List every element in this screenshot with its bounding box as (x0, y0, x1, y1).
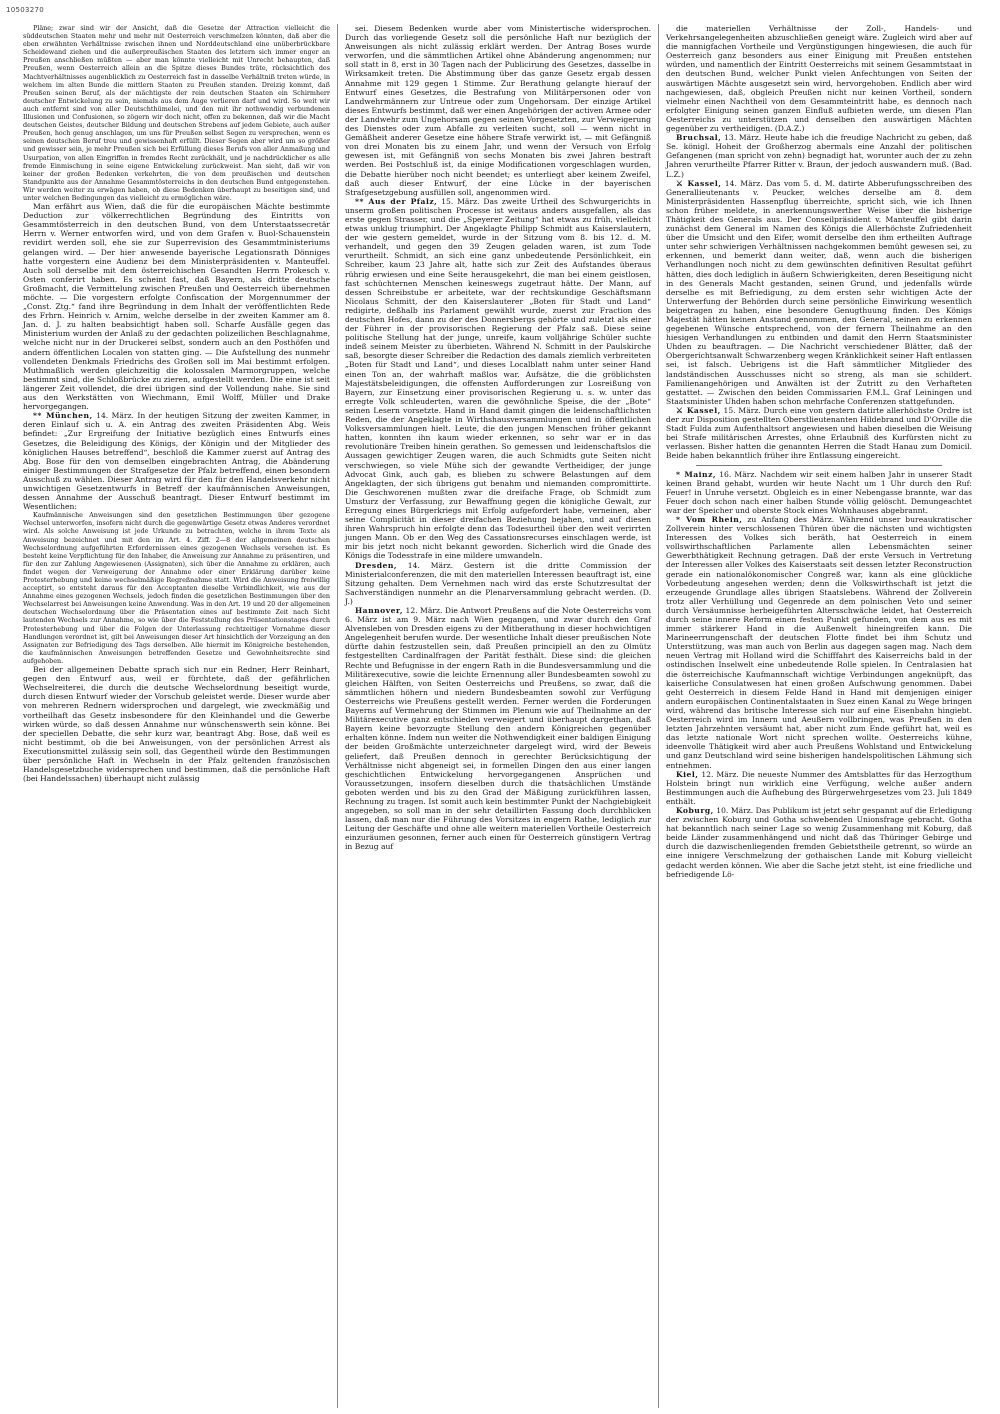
article-paragraph (345, 606, 651, 852)
paragraph-text: 16. März. Nachdem wir seit einem halben Jahr in unserer Stadt keinen Brand gehabt, wurden wir heute Nacht um 1 Uhr durch den Ruf: Feuer! in Unruhe versetzt. Obgleich es in einer Nebengasse brannte, war das Feuer doch schon nach einer halben Stunde völlig gelöscht. Demungeachtet war der Speicher und oberste Stock eines Wohnhauses abgebrannt. (666, 469, 972, 515)
paragraph-text: 14. März. In der heutigen Sitzung der zweiten Kammer, in deren Einlauf sich u. A. ein Antrag des zweiten Präsidenten Abg. Weis befindet: „Zur Ergreifung der Initiative bezüglich eines Entwurfs eines Gesetzes, die Beleidigung des Königs, der Königin und der Mitglieder des königlichen Hauses betreffend“, beschloß die Kammer zuerst auf Antrag des Abg. Bose für den von demselben eingebrachten Antrag, die Abänderung einiger Bestimmungen der Strafgesetze der Pfalz betreffend, einen besondern Ausschuß zu wählen. Dieser Antrag wird für den für den Handelsverkehr nicht unwichtigen Gesetzentwurfs in Betreff der kaufmännischen Anweisungen, dessen Annahme der Ausschuß beantragt. Dieser Entwurf bestimmt im Wesentlichen: (23, 411, 330, 512)
paragraph-text: 14. März. Das vom 5. d. M. datirte Abberufungsschreiben des Generallieutenants v. Peucker, welches derselbe am 8. dem Ministerpräsidenten Hassenpflug überreichte, spricht sich, wie ich Ihnen schon früher meldete, in anerkennungswerther Weise über die bisherige Thätigkeit des Generals aus. Der Conseilpräsident v. Manteuffel gibt darin zunächst dem General im Namen des Königs die Allerhöchste Zufriedenheit über die Umsicht und den Eifer, womit derselbe den ihm ertheilten Auftrage unter sehr schwierigen Verhältnissen nachgekommen bemüht gewesen sei, zu erkennen, und bemerkt dann weiter, daß, wenn auch die bisherigen Verhandlungen noch nicht zu dem gewünschten definitiven Resultat geführt hätten, dies doch lediglich in äußern Schwierigkeiten, deren Beseitigung nicht in des Generals Macht gestanden, seinen Grund, und jedenfalls würde derselbe es mit Befriedigung, zu dem ersten sehr wichtigen Acte der Unterwerfung der Behörden durch seine persönliche Einwirkung wesentlich beigetragen zu haben, eine besondere Genugthuung finden. Des Königs Majestät hätten keinen Anstand genommen, den General, seinen zu erkennen gegebenen Wünsche entsprechend, von der fernern Theilnahme an den hiesigen Verhandlungen zu entbinden und damit den Herrn Staatsminister Uhden zu beauftragen. — Die Nachricht verschiedener Blätter, daß der Obergerichtsanwalt Schwarzenberg wegen Kränklichkeit seiner Haft entlassen sei, ist falsch. Uebrigens ist die Haft sämmtlicher Mitglieder des landständischen Ausschusses nicht so streng, als man sie schildert. Familienangehörigen und Anwälten ist der Zutritt zu den Verhafteten gestattet. — Zwischen den beiden Commissarien F.M.L. Graf Leiningen und Staatsminister Uhden haben schon mehrfache Conferenzen stattgefunden. (666, 178, 972, 406)
section-divider (696, 465, 942, 466)
article-paragraph (23, 411, 330, 511)
dateline: ⚔ Kassel, (676, 178, 722, 188)
article-paragraph (345, 24, 651, 197)
article-paragraph (666, 770, 972, 806)
dateline: * Mainz, (676, 469, 717, 479)
article-paragraph (666, 806, 972, 879)
paragraph-text: 12. März. Die Antwort Preußens auf die Note Oesterreichs vom 6. März ist am 9. März nach Wien gegangen, und zwar durch den Graf Alvensleben von Dresden eigens zu der Mitberathung in dieser hochwichtigen Angelegenheit berufen wurde. Der wesentliche Inhalt dieser preußischen Note dürfte dahin festzustellen sein, daß Preußen principiell an den zu Olmütz festgestellten Cardinalfragen der Parität festhält. Diese sind: die gleichen Rechte und Befugnisse in der engern Rath in die Bundesversammlung und die Militärexecutive, sowie die leichte Ernennung aller Bundesbeamten sowohl zu gleichen Hälften, von Seiten Oesterreichs und Preußens, so zwar, daß die sämmtlichen höhern und niedern Bundesbeamten sowohl zur Verfügung Oesterreichs wie Preußens gestellt werden. Ferner werden die Forderungen Bayerns auf Vermehrung der Stimmen im Plenum wie auf Theilnahme an der Militärexecutive ganz entschieden verweigert und überhaupt dargethan, daß Bayern keine bevorzugte Stellung den andern Königreichen gegenüber erhalten könne. Indem nun weiter die Nothwendigkeit einer baldigen Einigung der beiden Großmächte unterzeichneter dargelegt wird, wird der Beweis geliefert, daß Preußen dennoch in gerechter Berücksichtigung der Verhältnisse nicht abgeneigt sei, in formellen Dingen den aus einer langen geschichtlichen Entwickelung hervorgegangenen Ansprüchen und Voraussetzungen, insofern dieselben durch die thatsächlichen Umstände geboten werden und bis zu den Grad der Mäßigung zurückführen lassen, Rechnung zu tragen. Ist somit auch kein bestimmter Punkt der Nachgiebigkeit angegeben, so soll man in der sehr detaillirten Fassung doch durchblicken lassen, daß man nur die Führung des Vorsitzes in engern Rathe, lediglich zur Leitung der Geschäfte und ohne alle weitern materiellen Vortheile Oesterreich einzuräumen gesonnen, ferner auch einen für Oesterreich günstigern Vertrag in Bezug auf (345, 606, 651, 852)
newspaper-page (16, 24, 990, 1408)
column-1 (16, 24, 337, 1408)
paragraph-text: 12. März. Die neueste Nummer des Amtsblattes für das Herzogthum Holstein bringt nun wirklich eine Verfügung, welche außer andern Bestimmungen auch die Aufhebung des Bürgerwehrgesetzes vom 23. Juli 1849 enthält. (666, 769, 972, 806)
paragraph-text: Pläne; zwar sind wir der Ansicht, daß die Gesetze der Attraction vielleicht die süddeutschen Staaten mehr und mehr mit Oesterreich verschmelzen könnten, daß aber die eben erwähnten Verhältnisse zwischen ihnen und Norddeutschland eine unüberbrückbare Scheidewand ziehen und die außerpreußischen Staaten des letztern sich immer enger an Preußen anschließen müßten — aber man könnte vielleicht mit Unrecht behaupten, daß Preußen, wenn Oesterreich allein an die Spitze dieses Bundes träte, rücksichtlich des Machtverhältnisses augenblicklich zu Oesterreich fast in dasselbe Verhältniß treten würde, in welchem im alten Bunde die mittlern Staaten zu Preußen standen. Dreizig kommt, daß Preußen seinen Beruf, als der mächtigste der rein deutschen Staaten ein Schirmherr deutscher Entwickelung zu sein, niemals aus dem Auge verlieren darf und wird. So weit wir auch entfernt sind von aller Deutschthümelei, und den mit ihr nothwendig verbundenen Illusionen und Confusionen, so zögern wir doch nicht, offen zu bekennen, daß wir die Macht deutschen Geistes, deutscher Bildung und deutschen Strebens auf jedem Gebiete, auch außer Preußen, hoch genug anschlagen, um uns für Preußen selbst Segen zu versprechen, wenn es seinen deutschen Beruf treu und gewissenhaft erfüllt. Dieser Segen aber wird um so größer und gewisser sein, je mehr Preußen sich bei Erfüllung dieses Berufs von aller Anmaßung und Usurpation, von allen Eingriffen in fremdes Recht zurückhält, und je nachdrücklicher es alle fremde Einmischung in seine eigene Entwickelung zurückweist. Man sieht, daß wir von keiner der großen Bedenken verkehrten, die von dem preußischen und deutschen Standpunkte aus der Annahme Gesammtösterreichs in den deutschen Bund entgegenstehen. Wir werden weiter zu erwägen haben, ob diese Bedenken überhaupt zu beseitigen sind, und unter welchen Bedingungen das vielleicht zu ermöglichen wäre. (23, 24, 330, 202)
article-paragraph (345, 561, 651, 606)
paragraph-text: 15. März. Durch eine von gestern datirte allerhöchste Ordre ist der zur Disposition gestellten Oberstlieutenanten Hildebrand und D'Orville die Stadt Fulda zum Aufenthaltsort angewiesen und haben dieselben die Weisung bei Strafe militärischen Arrestes, ohne Erlaubniß des Kurfürsten nicht zu verlassen. Bisher hatten die genannten Herren die Stadt Hanau zum Domicil. Beide haben bekanntlich früher ihre Entlassung eingereicht. (666, 405, 972, 461)
paragraph-text: 14. März. Gestern ist die dritte Commission der Ministerialconferenzen, die mit den materiellen Interessen beauftragt ist, eine Sitzung gehalten. Dem Vernehmen nach wird das erste Schutzresultat der Sachverständigen nunmehr an die Plenarversammlung gebracht werden. (D. J.) (345, 560, 651, 606)
article-paragraph (23, 511, 330, 665)
paragraph-text: 15. März. Das zweite Urtheil des Schwurgerichts in unserm großen politischen Processe ist weitaus anders ausgefallen, als das erste gegen Strasser, und die „Speyerer Zeitung“ hat etwas zu früh, vielleicht etwas unklug triumphirt. Der Angeklagte Philipp Schmidt aus Kaiserslautern, der wie gestern gemeldet, wurde in der Sitzung vom 8. bis 12. d. M. verhandelt, und gegen den 39 Zeugen geladen waren, ist zum Tode verurtheilt. Schmidt, an sich eine ganz unbedeutende Persönlichkeit, ein Schreiber, kaum 23 Jahre alt, hatte sich zur Zeit des Aufstandes überaus rührig erwiesen und eine Seite herausgekehrt, die man bei einem geistlosen, fast schüchternen Menschen keineswegs zugetraut hätte. Der Mann, auf dessen Schreibstube er arbeitete, war der rechtskundige Geschäftsmann Nicolaus Schmitt, der den Kaiserslauterer „Boten für Stadt und Land“ redigirte, deßhalb ins Parlament gewählt wurde, zuerst zur Fraction des deutschen Hofes, dann zu der des Donnersbergs gehörte und zuletzt als einer der Führer in der provisorischen Regierung der Pfalz saß. Diese seine politische Stellung hat der junge, unreife, kaum volljährige Schüler suchte indeß seinem Meister zu überbieten. Während N. Schmitt in der Paulskirche saß, besorgte dieser Schreiber die Redaction des damals ziemlich verbreiteten „Boten für Stadt und Land“, und dieses Localblatt nahm unter seiner Hand einen Ton an, der wahrhaft maßlos war. Aufsätze, die die gröblichsten Majestätsbeleidigungen, die offensten Aufforderungen zur Losreißung von Bayern, zur Einsetzung einer provisorischen Regierung u. s. w. unter das erregte Volk schleuderten, waren die gewöhnliche Speise, die der „Bote“ seinen Lesern vorsetzte. Hand in Hand damit gingen die leidenschaftlichsten Reden, die der Angeklagte in Wirthshausversammlungen und in öffentlichen Volksversammlungen hielt. Leute, die den jungen Menschen früher gekannt hatten, konnten ihn kaum wieder erkennen, so sehr war er in das revolutionäre Treiben hinein gerathen. So gemessen und leidenschaftslos die Aussagen gewichtiger Zeugen waren, die auch Schmidts gute Seiten nicht verschwiegen, so viele Mühe sich der gewandte Vertheidiger, der junge Advocat Gink, auch gab, es blieben zu schwere Belastungen auf dem Angeklagten, der sich übrigens gut benahm und niemanden compromittirte. Die Geschworenen mußten zwar die dreifache Frage, ob Schmidt zum Umsturz der Verfassung, zur Bewaffnung gegen die königliche Gewalt, zur Erregung eines Bürgerkriegs mit Erfolg aufgefordert habe, verneinen, aber seine Complicität in dieser dreifachen Beziehung bejahen, und auf diesen ihren Wahrspruch hin erfolgte denn das Todesurtheil über den weit verirrten jungen Mann. Ob er den Weg des Cassationsrecurses einschlagen werde, ist mir bis jetzt noch nicht bekannt geworden. Sicherlich wird die Gnade des Königs die Todesstrafe in eine mildere umwandeln. (345, 196, 651, 561)
dateline: ** Aus der Pfalz, (355, 196, 438, 206)
dateline: Dresden, (355, 560, 397, 570)
article-paragraph (23, 24, 330, 202)
article-paragraph (23, 665, 330, 783)
paragraph-text: Bei der allgemeinen Debatte sprach sich nur ein Redner, Herr Reinhart, gegen den Entwurf aus, weil er fürchtete, daß der gefährlichen Wechselreiterei, die durch die deutsche Wechselordnung beseitigt wurde, durch diesen Entwurf wieder der Vorschub geleistet werde. Dieser wurde aber von mehreren Rednern widersprochen und dargelegt, wie zweckmäßig und vortheilhaft das Gesetz insbesondere für den Kleinhandel und die Gewerbe wirken würde, so daß dessen Annahme nur wünschenswerth sein könne. Bei der speciellen Debatte, die sehr kurz war, beantragt Abg. Bose, daß weil es nicht bestimmt, ob die bei Anweisungen, von der persönlichen Arrest als Executionsmittel zulässig sein soll, das Gegentheil würde den Bestimmungen über persönliche Haft in Wechseln in der Pfalz geltenden französischen Handelsgesetzbuche widersprechen und bestimmen, daß die persönliche Haft (bei Handelssachen) überhaupt nicht zulässig (23, 665, 330, 784)
scan-id: 10503270 (6, 6, 45, 14)
dateline: ⚔ Kassel, (676, 405, 721, 415)
paragraph-text: die materiellen Verhältnisse der Zoll-, Handels- und Verkehrsangelegenheiten abzuschließen geneigt wäre. Zugleich wird aber auf die mannigfachen Vortheile und Vergünstigungen hingewiesen, die auch für Oesterreich ganz besonders aus einer Einigung mit Preußen entstehen würden, und namentlich der Eintritt Oesterreichs mit seinem Gesammtstaat in den deutschen Bund, welcher Punkt vielen Anfechtungen von Seiten der auswärtigen Mächte ausgesetzt sein wird, hervorgehoben. Endlich aber wird nachgewiesen, daß, obgleich Preußen nicht nur keinen Vortheil, sondern vielmehr einen Nachtheil von dem Gesammteintritt habe, es dennoch nach erfolgter Einigung seinen ganzen Einfluß aufbieten werde, um diesen Plan Oesterreichs zu unterstützen und denselben den auswärtigen Mächten gegenüber zu vertheidigen. (D.A.Z.) (666, 24, 972, 134)
article-paragraph (666, 406, 972, 461)
dateline: Koburg, (676, 805, 714, 815)
article-paragraph (666, 470, 972, 515)
dateline: Bruchsal, (676, 133, 722, 143)
column-3 (658, 24, 979, 1408)
dateline: Kiel, (676, 769, 699, 779)
article-paragraph (345, 197, 651, 561)
paragraph-text: 10. März. Das Publikum ist jetzt sehr gespannt auf die Erledigung der zwischen Koburg und Gotha schwebenden Unionsfrage gebracht. Gotha hat bekanntlich nach seiner Lage so wenig Zusammenhang mit Koburg, daß beide Länder zusammenhängend und nicht daß das Thüringer Gebirge und durch die dazwischenliegenden fremden Gebietstheile getrennt, so würde an eine innigere Verschmelzung der gothaischen Lande mit Koburg vielleicht gedacht werden können. Wie aber die Sache jetzt steht, ist eine friedliche und befriedigende Lö- (666, 805, 972, 879)
article-paragraph (666, 24, 972, 133)
column-2 (337, 24, 658, 1408)
article-paragraph (666, 179, 972, 406)
dateline: Hannover, (355, 606, 404, 615)
article-paragraph (666, 133, 972, 178)
article-paragraph (666, 515, 972, 770)
paragraph-text: sei. Diesem Bedenken wurde aber vom Ministertische widersprochen. Durch das vorliegende Gesetz soll die persönliche Haft nur bezüglich der Anweisungen als nicht zulässig erklärt werden. Der Antrag Boses wurde verworfen, und die sämmtlichen Artikel ohne Abänderung angenommen; nur soll statt in 8, erst in 30 Tagen nach der Publicirung des Gesetzes, dasselbe in Wirksamkeit treten. Die Abstimmung über das ganze Gesetz ergab dessen Annahme mit 129 gegen 1 Stimme. Zur Berathung gelangte hierauf der Entwurf eines Gesetzes, die Bestrafung von Militärpersonen oder von Landwehrmännern zur Untreue oder zum Ungehorsam. Der einzige Artikel dieses Entwurfs bestimmt, daß wer einen Angehörigen der activen Armee oder der Landwehr zum Ungehorsam gegen seinen Vorgesetzten, zur Verweigerung des Dienstes oder zum Abfalle zu verleiten sucht, soll — wenn nicht in Gemäßheit anderer Gesetze eine höhere Strafe verwirkt ist, — mit Gefängniß von drei Monaten bis zu einem Jahr, und wenn der Versuch von Erfolg gewesen ist, mit Gefängniß von sechs Monaten bis zwei Jahren bestraft werden. Bei Postschluß ist, da einige Modificationen vorgeschlagen wurden, die Debatte hierüber noch nicht beendet; es unterliegt aber keinem Zweifel, daß auch dieser Entwurf, der eine Lücke in der bayerischen Strafgesetzgebung ausfüllen soll, angenommen wird. (345, 24, 651, 197)
paragraph-text: Man erfährt aus Wien, daß die für die europäischen Mächte bestimmte Deduction zur völkerrechtlichen Begründung des Eintritts von Gesammtösterreich in den deutschen Bund, von dem Unterstaatssecretär Herrn v. Werner entworfen wird, und von dem Grafen v. Buol-Schauenstein revidirt werden soll, ehe sie zur Superrevision des Gesammtministeriums gelangen wird. — Der hier anwesende bayerische Legationsrath Dönniges hatte vorgestern eine Audienz bei dem Ministerpräsidenten v. Manteuffel. Auch soll derselbe mit dem österreichischen Gesandten Herrn Prokesch v. Osten conferirt haben. Es scheint fast, daß Bayern, als dritte deutsche Großmacht, die Vermittelung zwischen Preußen und Oesterreich übernehmen möchte. — Die vorgestern erfolgte Confiscation der Morgennummer der „Const. Ztg.“ fand ihre Begründung in dem Inhalt der veröffentlichten Rede des Frhrn. Heinrich v. Arnim, welche derselbe in der zweiten Kammer am 8. Jan. d. J. zu halten beabsichtigt haben soll. Scharfe Ausfälle gegen das Ministerium wurden der Anlaß zu der gedachten polizeilichen Beschlagnahme, welche nicht nur in der Druckerei selbst, sondern auch an den Posthöfen und andern öffentlichen Localen von statten ging. — Die Aufstellung des nunmehr vollendeten Denkmals Friedrichs des Großen soll im Mai bestimmt erfolgen. Muthmaßlich werden gleichzeitig die kolossalen Marmorgruppen, welche bestimmt sind, die Schloßbrücke zu zieren, aufgestellt werden. Die eine ist seit längerer Zeit vollendet, die drei übrigen sind der Vollendung nahe. Sie sind aus den Werkstätten von Wiechmann, Emil Wolff, Müller und Drake hervorgegangen. (23, 202, 330, 412)
paragraph-text: 13. März. Heute habe ich die freudige Nachricht zu geben, daß Se. königl. Hoheit der Großherzog abermals eine Anzahl der politischen Gefangenen (man spricht von zehn) begnadigt hat, worunter auch der zu zehn Jahren verurtheilte Pfarrer Ritter v. Braun, der jedoch auswandern muß. (Bad. L.Z.) (666, 133, 972, 179)
article-paragraph (23, 202, 330, 411)
paragraph-text: Kaufmännische Anweisungen sind den gesetzlichen Bestimmungen über gezogene Wechsel unterworfen, insofern nicht durch die gegenwärtige Gesetz etwas Anderes verordnet wird. Als solche Anweisung ist jede Urkunde zu betrachten, welche in ihrem Texte als Anweisung bezeichnet und mit den im Art. 4. Ziff. 2—8 der allgemeinen deutschen Wechselordnung aufgeführten Erfordernissen eines gezogenen Wechsels versehen ist. Es besteht keine Verpflichtung für den Inhaber, die Anweisung zur Annahme zu präsentiren, und für den zur Zahlung Angewiesenen (Assignaten), sich über die Annahme zu erklären, auch findet wegen der Verweigerung der Annahme oder einer Erklärung darüber keine Protesterhebung und keine wechselmäßige Regreßnahme statt. Wird die Anweisung freiwillig acceptirt, so entsteht daraus für den Acceptanten dieselbe Verbindlichkeit, wie aus der Annahme eines gezogenen Wechsels, jedoch finden die gesetzlichen Bestimmungen über den Wechselarrest bei Anweisungen keine Anwendung. Was in den Art. 19 und 20 der allgemeinen deutschen Wechselordnung über die Präsentation eines auf bestimmte Zeit nach Sicht lautenden Wechsels zur Annahme, so wie über die Feststellung des Präsentationstages durch Protesterhebung und über die Folgen der Unterlassung rechtzeitiger Vornahme dieser Handlungen verordnet ist, gilt bei Anweisungen dieser Art hinsichtlich der Vorzeigung an den Assignaten zur Befriedigung des Tags derselben. Alle hiermit im Königreiche bestehenden, die kaufmännischen Anweisungen betreffenden Gesetze und Gewohnheitsrechte sind aufgehoben. (23, 511, 330, 665)
paragraph-text: zu Anfang des März. Während unser bureaukratischer Zollverein hinter verschlossenen Thüren über die nächsten und wichtigsten Interessen des Volkes sich beräth, hat Oesterreich in einem vollswirthschaftlichen Parlamente allen Lebensmächten seiner Gewerbthätigkeit Rechnung getragen. Daß der erste Versuch in Vertretung der Interessen aller Volkes des Kaiserstaats seit dessen letzter Reconstruction gerade ein nationalökonomischer Congreß war, kann als eine glückliche Vorbedeutung angesehen werden; denn die Volkswirthschaft ist jetzt die erzeugende Grundlage alles übrigen Staatslebens. Während der Zollverein trotz aller Verhüllung und Gegenrede an dem polnischen Veto und seiner durch Versäumnisse herbeigeführten Altersschwäche leidet, hat Oesterreich durch seine innere Reform einen festen Punkt gefunden, von dem aus es mit immer stärkerer Hand in die Außenwelt hineingreifen kann. Die Marineerrungenschaft der deutschen Flotte findet bei ihm Schutz und Unterstützung, was man auch von Berlin aus dagegen sagen mag. Nach dem neuen Vertrag mit Holland wird die Schifffahrt des Kaiserreichs bald in der ostindischen Inselwelt eine unbedeutende Rolle spielen. In Centralasien hat die österreichische Kaufmannschaft wichtige Verbindungen angeknüpft, das kaiserliche Consulatwesen hat einen großen Aufschwung genommen. Dabei geht Oesterreich in diesem Felde Hand in Hand mit demjenigen einiger andern europäischen Continentalstaaten in Suez einen Kanal zu Wege bringen wird, während das britische Interesse sich nur auf eine Eisenbahn hingiebt. Oesterreich wird im Innern und Aeußern vollbringen, was Preußen in den letzten Jahrzehnten versäumt hat, aber nicht zum Ende geführt hat, weil es das letzte nationale Wort nicht sprechen wollte. Oesterreichs kühne, ideenvolle Thätigkeit wird aber auch Preußens Wohlstand und Entwickelung und ganz Deutschland wird seine bisherigen handelspolitischen Lähmung sich entnehmen. (666, 514, 973, 770)
dateline: * Vom Rhein, (676, 514, 743, 524)
dateline: ** München, (33, 411, 93, 421)
